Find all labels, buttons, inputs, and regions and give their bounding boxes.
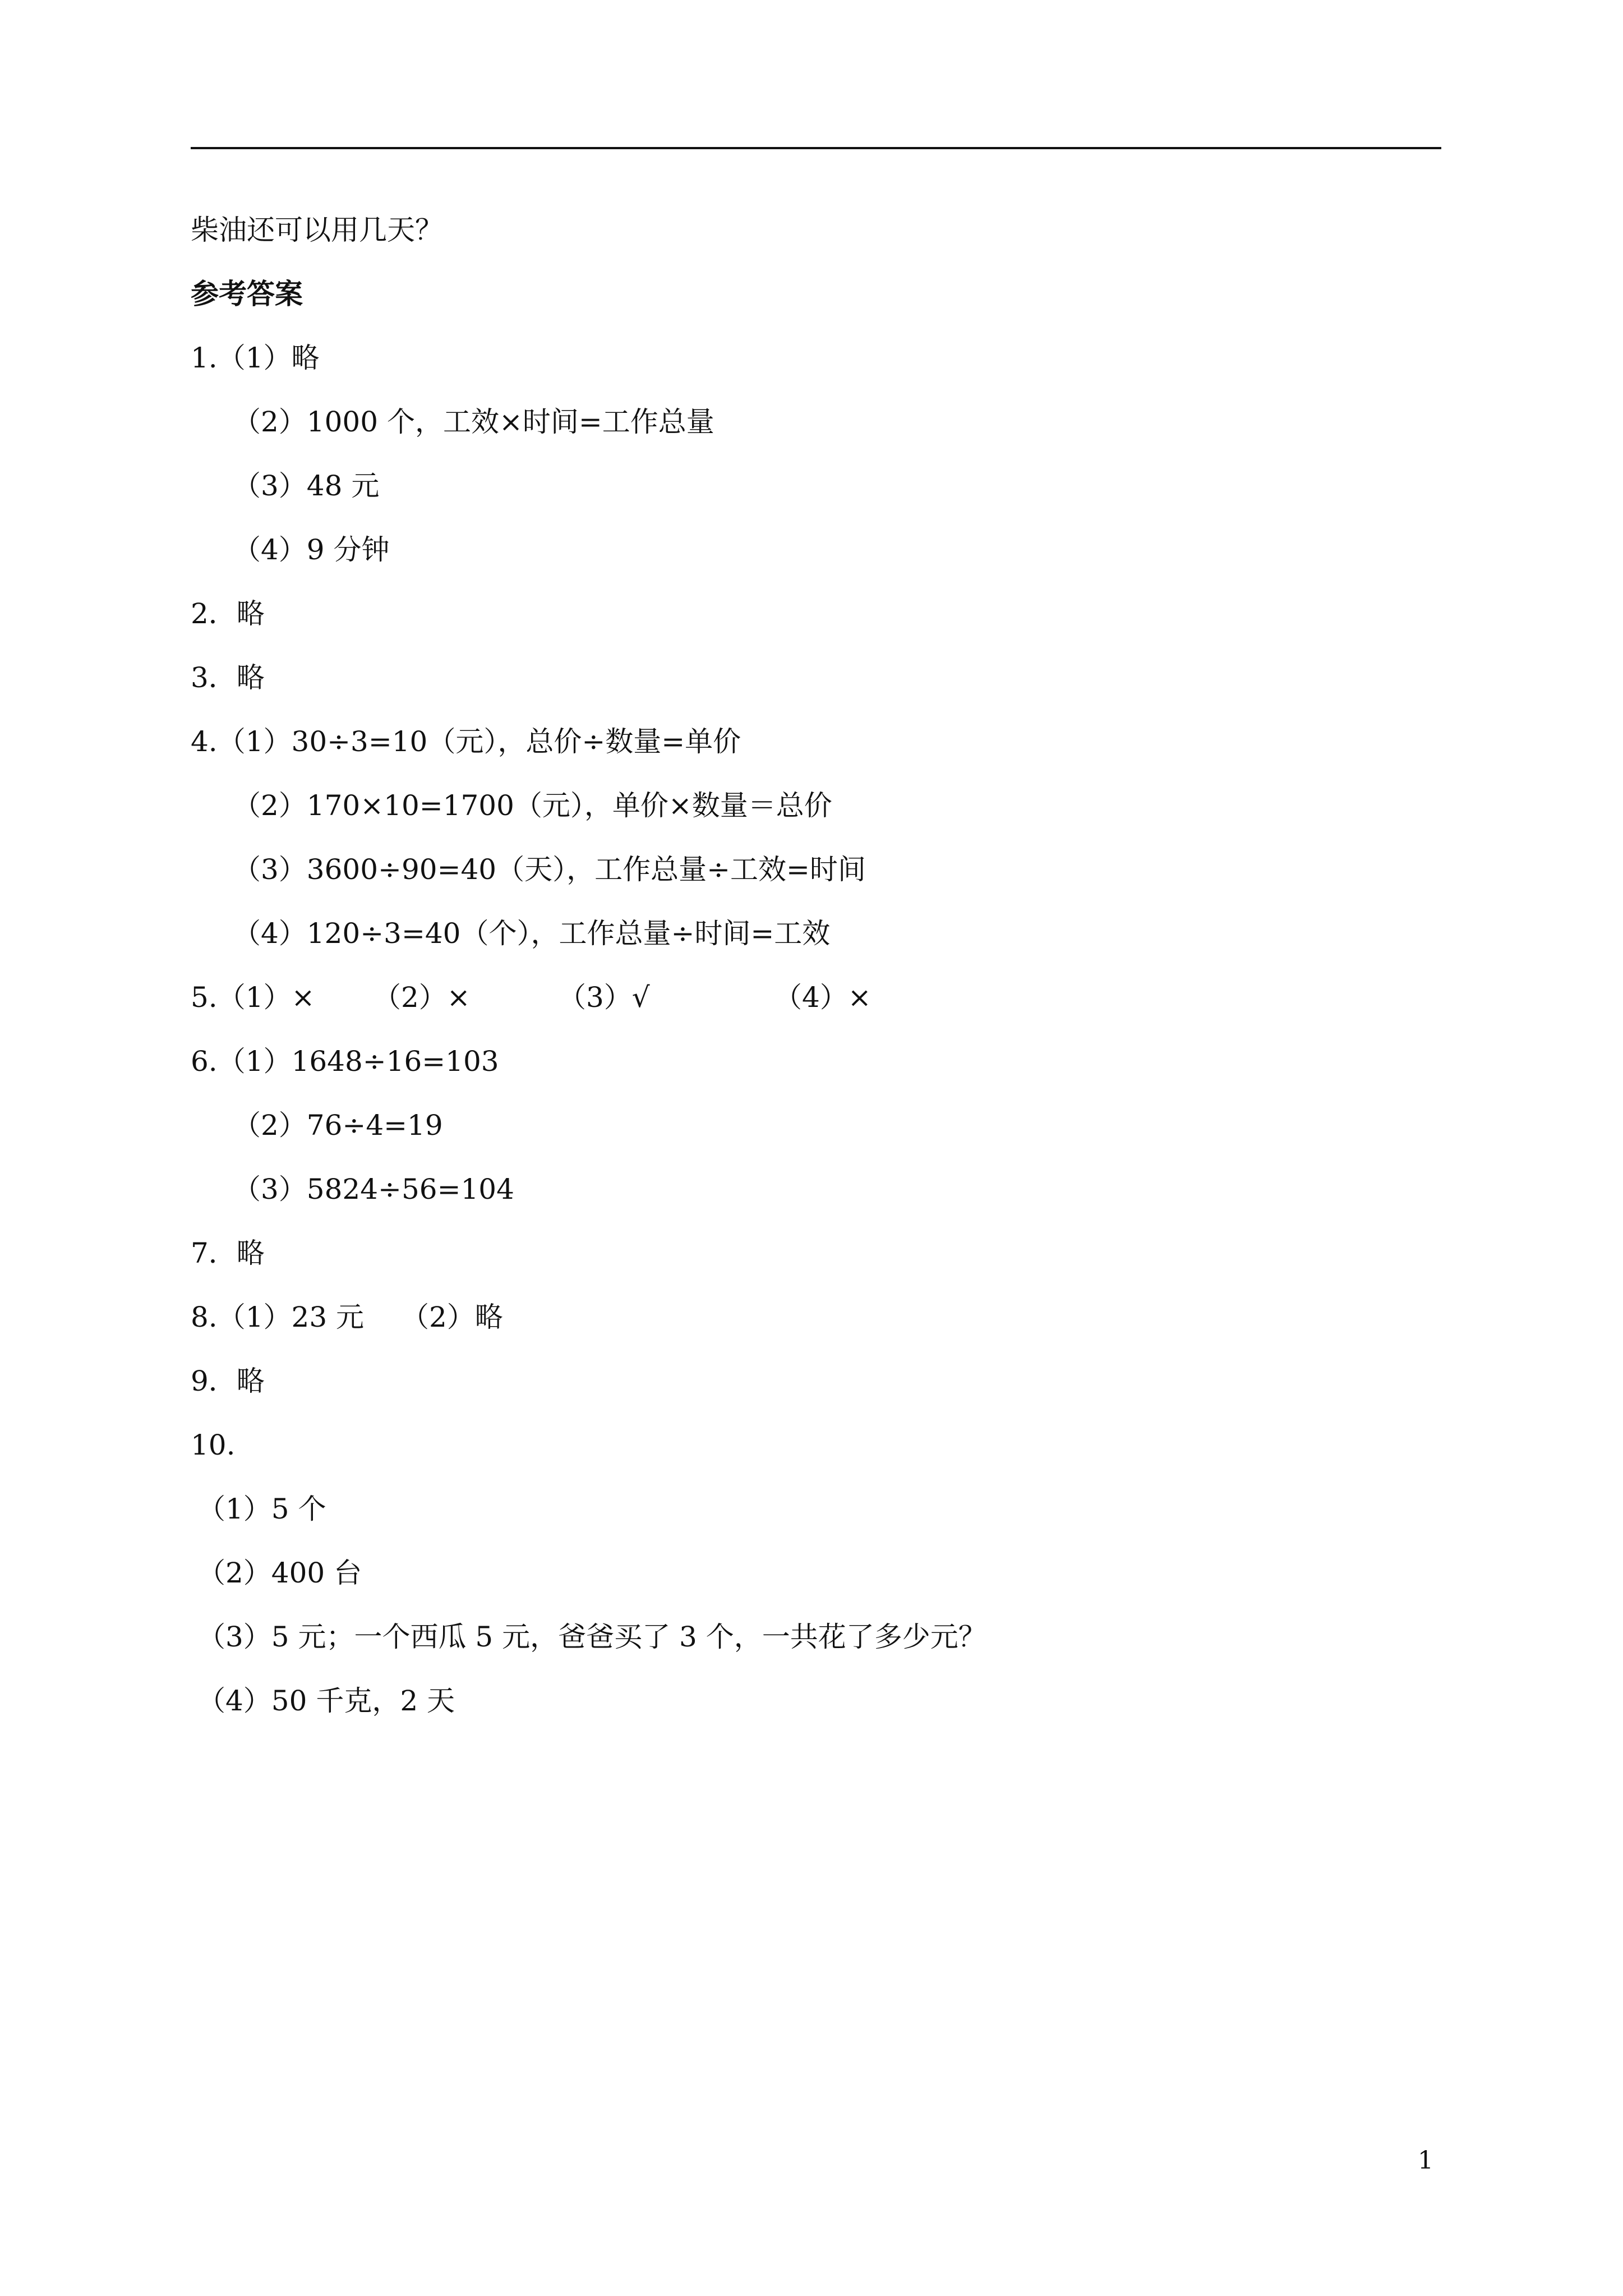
answer-9: 9．略 [191, 1365, 265, 1397]
section-title: 参考答案 [191, 277, 303, 310]
answer-6-2: （2）76÷4=19 [233, 1109, 443, 1142]
answer-8 [191, 1300, 1441, 1334]
answer-1-3: （3）48 元 [233, 470, 380, 502]
answer-5 [191, 981, 1441, 1014]
answer-5-part-4: （4）× [774, 981, 872, 1014]
answer-6: 6.（1）1648÷16=103 [191, 1045, 499, 1078]
answer-5-part-2: （2）× [373, 981, 471, 1014]
answer-4-3: （3）3600÷90=40（天），工作总量÷工效=时间 [233, 853, 866, 886]
answer-6-3: （3）5824÷56=104 [233, 1173, 514, 1205]
answer-8-part-1: 8.（1）23 元 [191, 1301, 365, 1333]
answer-4-4: （4）120÷3=40（个），工作总量÷时间=工效 [233, 917, 831, 950]
answer-5-part-3: （3）√ [558, 981, 650, 1014]
answer-5-part-1: 5.（1）× [191, 981, 315, 1014]
answer-1-2: （2）1000 个，工效×时间=工作总量 [233, 406, 714, 438]
answer-2: 2．略 [191, 597, 265, 630]
answer-10-4: （4）50 千克，2 天 [197, 1685, 455, 1717]
answer-10: 10. [191, 1429, 236, 1461]
header-rule [191, 147, 1441, 149]
answer-10-2: （2）400 台 [197, 1557, 362, 1589]
answer-8-part-2: （2）略 [401, 1301, 503, 1333]
answer-1: 1.（1）略 [191, 342, 320, 374]
answer-10-3: （3）5 元；一个西瓜 5 元，爸爸买了 3 个，一共花了多少元？ [197, 1621, 986, 1653]
page-number: 1 [1418, 2146, 1433, 2175]
answer-4-2: （2）170×10=1700（元），单价×数量＝总价 [233, 789, 832, 822]
answer-4: 4.（1）30÷3=10（元），总价÷数量=单价 [191, 725, 741, 758]
answer-1-4: （4）9 分钟 [233, 533, 390, 566]
answer-3: 3．略 [191, 661, 265, 694]
intro-line: 柴油还可以用几天？ [191, 214, 443, 246]
answer-7: 7．略 [191, 1237, 265, 1269]
answer-10-1: （1）5 个 [197, 1493, 326, 1525]
